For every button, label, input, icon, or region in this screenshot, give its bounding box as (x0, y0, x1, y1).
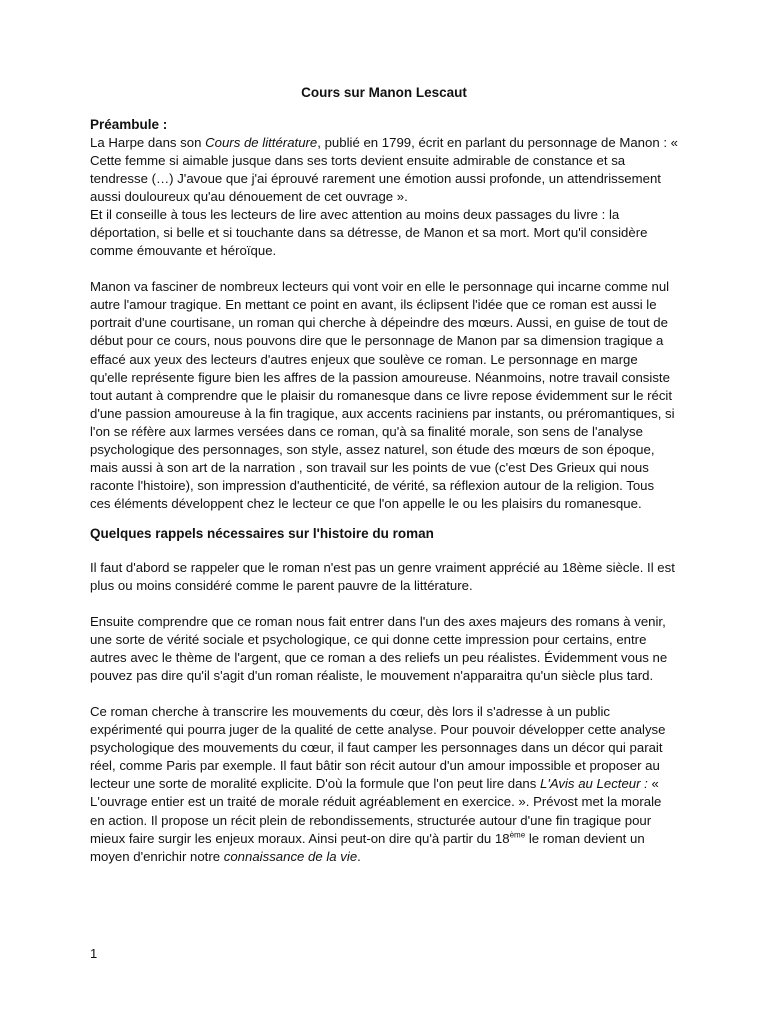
spacer (90, 595, 678, 613)
paragraph-2: Et il conseille à tous les lecteurs de lire avec attention au moins deux passages du livre : la déportation, si belle et si touchante dans sa détresse, de Manon et sa mort. Mort qu'il considère comme émouvante et héroïque. (90, 207, 648, 259)
paragraph-6-text-c: le roman devient un moyen d'enrichir notre (90, 830, 645, 864)
paragraph-6-text-d: . (357, 848, 361, 864)
paragraph-6-superscript: ème (509, 830, 526, 840)
paragraph-6-text-a: Ce roman cherche à transcrire les mouvements du cœur, dès lors il s'adresse à un public expérimenté qui pourra juger de la qualité de cette analyse. Pour pouvoir développer cette analyse psychologique des mouvements du cœur, il faut camper les personnages dans un décor qui parait réel, comme Paris par exemple. Il faut bâtir son récit autour d'un amour impossible et proposer au lecteur une sorte de moralité explicite. D'où la formule que l'on peut lire dans (90, 704, 666, 792)
paragraph-6-italic-b: connaissance de la vie (223, 848, 358, 864)
document-title: Cours sur Manon Lescaut (301, 85, 467, 100)
paragraph-1-text-b: , publié en 1799, écrit en parlant du personnage de Manon : « Cette femme si aimable jusque dans ses torts devient ensuite admirable de constance et sa tendresse (…) J'avoue que j'ai éprouvé rarement une émotion aussi profonde, un attendrissement aussi douloureux qu'au dénouement de cet ouvrage ». (90, 135, 678, 205)
paragraph-6 (90, 703, 678, 865)
paragraph-1-text-a: La Harpe dans son (90, 135, 206, 150)
spacer (90, 260, 678, 278)
paragraph-6-text-b: « L'ouvrage entier est un traité de morale réduit agréablement en exercice. ». Prévost met la morale en action. Il propose un récit plein de rebondissements, structurée autour d'une fin tragique pour mieux faire surgir les enjeux moraux. Ainsi peut-on dire qu'à partir du 18 (90, 776, 662, 846)
preamble-heading: Préambule : (90, 117, 168, 132)
spacer (90, 685, 678, 703)
page-number: 1 (90, 946, 98, 961)
paragraph-4: Il faut d'abord se rappeler que le roman n'est pas un genre vraiment apprécié au 18ème siècle. Il est plus ou moins considéré comme le parent pauvre de la littérature. (90, 559, 675, 593)
paragraph-1-italic: Cours de littérature (205, 135, 318, 150)
paragraph-3: Manon va fasciner de nombreux lecteurs qui vont voir en elle le personnage qui incarne comme nul autre l'amour tragique. En mettant ce point en avant, ils éclipsent l'idée que ce roman est aussi le portrait d'une courtisane, un roman qui cherche à dépeindre des mœurs. Aussi, en guise de tout de début pour ce cours, nous pouvons dire que le personnage de Manon par sa dimension tragique a effacé aux yeux des lecteurs d'autres enjeux que soulève ce roman. Le personnage en marge qu'elle représente figure bien les affres de la passion amoureuse. Néanmoins, notre travail consiste tout autant à comprendre que le plaisir du romanesque dans ce livre repose évidemment sur le récit d'une passion amoureuse à la fin tragique, aux accents raciniens par instants, ou préromantiques, si l'on se réfère aux larmes versées dans ce roman, qu'à sa finalité morale, son sens de l'analyse psychologique des personnages, son style, assez naturel, son étude des mœurs de son époque, mais aussi à son art de la narration , son travail sur les points de vue (c'est Des Grieux qui nous raconte l'histoire), son impression d'authenticité, de vérité, sa réflexion autour de la religion. Tous ces éléments développent chez le lecteur ce que l'on appelle le ou les plaisirs du romanesque. (90, 279, 675, 511)
paragraph-6-italic-a: L'Avis au Lecteur : (540, 776, 648, 792)
section-heading: Quelques rappels nécessaires sur l'histoire du roman (90, 525, 434, 541)
paragraph-1 (90, 134, 678, 206)
paragraph-5: Ensuite comprendre que ce roman nous fait entrer dans l'un des axes majeurs des romans à venir, une sorte de vérité sociale et psychologique, ce qui donne cette impression pour certains, entre autres avec le thème de l'argent, que ce roman a des reliefs un peu réalistes. Évidemment vous ne pouvez pas dire qu'il s'agit d'un roman réaliste, le mouvement n'apparaitra qu'un siècle plus tard. (90, 614, 668, 684)
spacer (90, 513, 678, 525)
